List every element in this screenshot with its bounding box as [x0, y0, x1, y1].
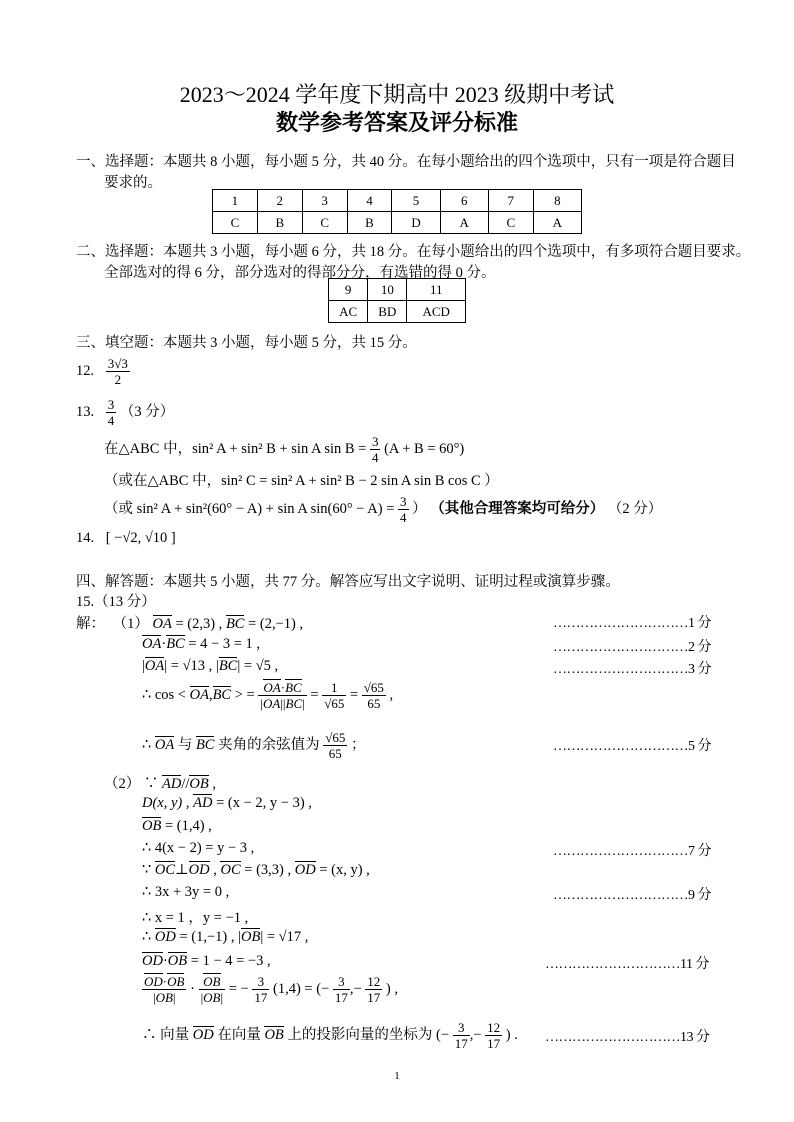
- q13-line3-score: （2 分）: [607, 500, 663, 517]
- line-text: ∵: [142, 862, 152, 878]
- cos-value-fraction: [322, 680, 346, 711]
- q12-label: 12.: [76, 362, 95, 379]
- cos-fraction: [258, 680, 306, 711]
- vector-od: OD: [192, 1026, 214, 1043]
- line-text: 上的投影向量的坐标为 (−: [287, 1026, 450, 1043]
- table-cell: C: [488, 212, 533, 234]
- vector-ob: OB: [264, 1026, 284, 1043]
- line-text: = (2,3) ,: [175, 616, 223, 632]
- line-text: 夹角的余弦值为: [218, 736, 320, 753]
- score-marker: …………………………9 分: [553, 888, 711, 903]
- fraction-numerator: 3: [252, 974, 269, 990]
- section1-heading: 一、选择题：本题共 8 小题，每小题 5 分，共 40 分。在每小题给出的四个选项中，只有一项是符合题目: [76, 154, 736, 170]
- vector-oa: OA: [152, 616, 172, 632]
- vector-oa: OA: [189, 686, 209, 703]
- score-marker: …………………………7 分: [553, 844, 711, 859]
- score-marker: …………………………2 分: [553, 640, 711, 655]
- solution-line-12: ∴ x = 1 ，y = −1 ,: [142, 910, 249, 926]
- vector-od: OD: [154, 929, 176, 945]
- line-text: ；: [351, 736, 366, 753]
- vector-oa: OA: [144, 658, 165, 674]
- line-text: ∴: [142, 736, 152, 753]
- table-cell: B: [347, 212, 392, 234]
- projection-scalar-fraction: [142, 974, 186, 1005]
- table-row: [213, 212, 582, 234]
- line-text: = 1 − 4 = −3 ,: [190, 953, 271, 969]
- fraction-denominator: |OA||BC|: [260, 696, 305, 711]
- q14-value: [ −√2, √10 ]: [105, 530, 176, 546]
- q14-answer: [76, 530, 176, 547]
- section1-answer-table: [212, 189, 582, 234]
- score-marker: …………………………13 分: [545, 1030, 710, 1045]
- section4-heading: 四、解答题：本题共 5 小题，共 77 分。解答应写出文字说明、证明过程或演算步骤。: [76, 574, 620, 590]
- table-cell: 5: [392, 190, 440, 212]
- solution-line-10: ∵ OC⊥OD , OC = (3,3) , OD = (x, y) ,: [142, 862, 370, 878]
- q12-answer: [76, 356, 130, 387]
- y-fraction: [365, 974, 382, 1005]
- line-text: 与: [177, 736, 193, 753]
- solution-line-9: ∴ 4(x − 2) = y − 3 ,: [142, 840, 255, 856]
- vector-ob: OB: [155, 990, 173, 1005]
- line-text: | = √5 ,: [237, 658, 279, 674]
- q12-fraction: [106, 356, 130, 387]
- part2-label: （2）: [104, 776, 141, 792]
- x-fraction: [333, 974, 350, 1005]
- vector-bc: BC: [225, 616, 245, 632]
- q13-line3-text: （或 sin² A + sin²(60° − A) + sin A sin(60° − A) =: [104, 500, 395, 517]
- line-text: ∴ 向量: [142, 1026, 190, 1043]
- line-text: > =: [234, 686, 255, 703]
- score-marker: …………………………11 分: [545, 957, 709, 972]
- line-text: (1,4) = (−: [272, 980, 330, 997]
- table-cell: 2: [257, 190, 302, 212]
- table-row: [329, 301, 466, 323]
- q13-numerator: 3: [107, 397, 115, 412]
- vector-ob: OB: [167, 974, 185, 989]
- vector-od: OD: [142, 953, 163, 969]
- solution-line-2: OA·BC = 4 − 3 = 1 ,: [142, 636, 261, 652]
- fraction-numerator: √65: [363, 680, 384, 695]
- fraction-denominator: 17: [254, 990, 268, 1005]
- coef-fraction: [252, 974, 269, 1005]
- solution-line-6: [104, 772, 216, 793]
- solution-line-15: $\frac{OD\cdot OB}{|OB|}$ · $\frac{OB}{|OB|}$ = − $\frac{3}{17}$ (1,4) = (− $\frac{3}{17}$ ,− $\frac{12}{17}$ ) ,: [144, 974, 398, 1005]
- table-cell: C: [302, 212, 347, 234]
- line-text: ∴ cos <: [142, 686, 186, 703]
- table-cell: 9: [329, 279, 368, 301]
- score-marker: …………………………3 分: [553, 662, 711, 677]
- vector-oa: OA: [154, 736, 175, 753]
- unit-vector-fraction: [199, 974, 226, 1005]
- vector-od: OD: [188, 862, 210, 878]
- section2-heading: 二、选择题：本题共 3 小题，每小题 6 分，共 18 分。在每小题给出的四个选项中，有多项符合题目要求。: [76, 244, 751, 260]
- section2-answer-table: [328, 278, 466, 323]
- line-text: = (3,3) ,: [244, 862, 292, 878]
- vector-bc: BC: [285, 680, 302, 695]
- fraction-numerator: 1: [322, 680, 346, 696]
- score-marker: …………………………5 分: [553, 739, 711, 754]
- line-text: = (x, y) ,: [319, 862, 370, 878]
- fraction-denominator: 17: [454, 1036, 468, 1051]
- table-cell: 1: [213, 190, 258, 212]
- table-cell: D: [392, 212, 440, 234]
- table-cell: 4: [347, 190, 392, 212]
- line-text: | = √13 ,: [164, 658, 213, 674]
- line-text: = (2,−1) ,: [248, 616, 304, 632]
- vector-bc: BC: [166, 636, 185, 652]
- q13-line1-fraction: [370, 434, 381, 465]
- solution-line-11: ∴ 3x + 3y = 0 ,: [142, 884, 230, 900]
- vector-ob: OB: [203, 990, 221, 1005]
- q13-label: 13.: [76, 403, 95, 420]
- table-cell: ACD: [407, 301, 466, 323]
- table-row: [213, 190, 582, 212]
- fraction-denominator: 65: [367, 696, 381, 711]
- line-text: ⊥: [175, 862, 189, 878]
- vector-ad: AD: [162, 776, 182, 792]
- fraction-denominator: 17: [367, 990, 381, 1005]
- table-cell: A: [533, 212, 581, 234]
- fraction-denominator: 4: [371, 450, 379, 465]
- fraction-denominator: 17: [334, 990, 348, 1005]
- line-text: ) ,: [385, 980, 398, 997]
- part1-label: （1）: [112, 616, 149, 632]
- cos-simplified-fraction: [362, 680, 386, 711]
- vector-oc: OC: [220, 862, 241, 878]
- fraction-denominator: |OB|: [200, 990, 224, 1005]
- section2-heading-cont: 全部选对的得 6 分，部分选对的得部分分，有选错的得 0 分。: [104, 265, 496, 281]
- table-cell: 3: [302, 190, 347, 212]
- line-text: 在向量: [217, 1026, 261, 1043]
- line-text: = 4 − 3 = 1 ,: [188, 636, 261, 652]
- section3-heading: 三、填空题：本题共 3 小题，每小题 5 分，共 15 分。: [76, 335, 417, 351]
- vector-bc: BC: [212, 686, 232, 703]
- solution-line-1: [76, 612, 303, 633]
- q13-line3-fraction: [398, 494, 409, 525]
- fraction-denominator: 4: [400, 510, 407, 525]
- fraction-numerator: 3: [371, 434, 379, 449]
- table-cell: 6: [440, 190, 488, 212]
- table-cell: AC: [329, 301, 368, 323]
- x-fraction: [453, 1020, 470, 1051]
- vector-ad: AD: [193, 795, 213, 811]
- fraction-numerator: 12: [487, 1020, 501, 1035]
- vector-oa: OA: [263, 680, 281, 695]
- vector-od: OD: [144, 974, 163, 989]
- solution-line-13: ∴ OD = (1,−1) , |OB| = √17 ,: [142, 929, 309, 945]
- page-subtitle: 数学参考答案及评分标准: [275, 110, 518, 135]
- q13-line3: [104, 494, 662, 525]
- q12-numerator: 3√3: [107, 356, 128, 371]
- solution-line-8: [142, 818, 212, 835]
- line-text: = (1,4) ,: [164, 818, 212, 834]
- vector-ob: OB: [189, 776, 209, 792]
- q13-line2: （或在△ABC 中，sin² C = sin² A + sin² B − 2 sin A sin B cos C ）: [104, 473, 499, 489]
- fraction-numerator: 3: [333, 974, 350, 990]
- fraction-numerator: [199, 974, 226, 990]
- line-text: //: [181, 776, 190, 792]
- fraction-denominator: √65: [324, 696, 345, 711]
- q13-denominator: 4: [107, 413, 115, 428]
- q12-denominator: 2: [114, 372, 122, 387]
- q15-label: 15.（13 分）: [76, 594, 156, 610]
- fraction-denominator: |OB|: [152, 990, 176, 1005]
- table-cell: BD: [368, 301, 407, 323]
- fraction-numerator: 3: [453, 1020, 470, 1036]
- fraction-numerator: OA·BC: [258, 680, 306, 696]
- q13-line1: [104, 434, 464, 465]
- solution-line-3: |OA| = √13 , |BC| = √5 ,: [142, 658, 279, 674]
- q13-line3-note: （其他合理答案均可给分）: [430, 500, 605, 517]
- solution-line-7: [142, 795, 312, 812]
- q13-line1-text: 在△ABC 中，sin² A + sin² B + sin A sin B =: [104, 440, 367, 457]
- vector-oa: OA: [262, 696, 281, 711]
- line-text: = (1,−1) ,: [179, 929, 235, 945]
- line-text: | = √17 ,: [260, 929, 309, 945]
- line-text: ∴: [142, 929, 152, 945]
- fraction-denominator: 17: [487, 1036, 501, 1051]
- table-row: [329, 279, 466, 301]
- table-cell: 8: [533, 190, 581, 212]
- table-cell: C: [213, 212, 258, 234]
- vector-ob: OB: [203, 974, 221, 989]
- q13-fraction: [106, 397, 117, 428]
- fraction-denominator: 65: [328, 746, 342, 761]
- q13-line1-tail: (A + B = 60°): [384, 440, 465, 457]
- table-cell: 11: [407, 279, 466, 301]
- vector-oc: OC: [154, 862, 176, 878]
- q13-score: （3 分）: [119, 403, 175, 420]
- q13-answer: [76, 397, 174, 428]
- answer-fraction: [323, 730, 347, 761]
- q13-line3-close: ）: [412, 500, 427, 517]
- vector-oa: OA: [142, 636, 162, 652]
- fraction-numerator: 12: [367, 974, 381, 989]
- solution-line-14: OD·OB = 1 − 4 = −3 ,: [142, 953, 271, 969]
- vector-ob: OB: [167, 953, 188, 969]
- solution-line-16: ∴ 向量 OD 在向量 OB 上的投影向量的坐标为 (− $\frac{3}{17}$ ,− $\frac{12}{17}$ ) .: [142, 1020, 518, 1051]
- page-title: 2023～2024 学年度下期高中 2023 级期中考试: [179, 82, 615, 107]
- vector-bc: BC: [195, 736, 215, 753]
- page-number: 1: [394, 1070, 400, 1082]
- y-fraction: [485, 1020, 502, 1051]
- solution-line-4: ∴ cos < OA,BC > = $\frac{OA\cdot BC}{|OA||BC|}$ = $\frac{1}{√65}$ = $\frac{√65}{65}$ ,: [142, 680, 394, 711]
- table-cell: 10: [368, 279, 407, 301]
- fraction-numerator: OD·OB: [144, 974, 185, 989]
- fraction-numerator: √65: [325, 730, 346, 745]
- vector-bc: BC: [285, 696, 303, 711]
- line-text: = (x − 2, y − 3) ,: [216, 795, 312, 811]
- fraction-numerator: 3: [400, 494, 407, 509]
- table-cell: A: [440, 212, 488, 234]
- vector-ob: OB: [142, 818, 162, 834]
- score-marker: …………………………1 分: [553, 616, 711, 631]
- solve-label: 解：: [76, 616, 105, 632]
- table-cell: B: [257, 212, 302, 234]
- section1-heading-cont: 要求的。: [104, 175, 162, 191]
- solution-line-5: [142, 730, 366, 761]
- q14-label: 14.: [76, 530, 95, 546]
- line-text: ,: [208, 776, 216, 792]
- vector-ob: OB: [240, 929, 261, 945]
- line-text: D(x, y) ,: [142, 795, 190, 811]
- vector-bc: BC: [218, 658, 238, 674]
- line-text: ) .: [505, 1026, 518, 1043]
- line-text: ∵: [143, 776, 159, 792]
- table-cell: 7: [488, 190, 533, 212]
- vector-od: OD: [294, 862, 316, 878]
